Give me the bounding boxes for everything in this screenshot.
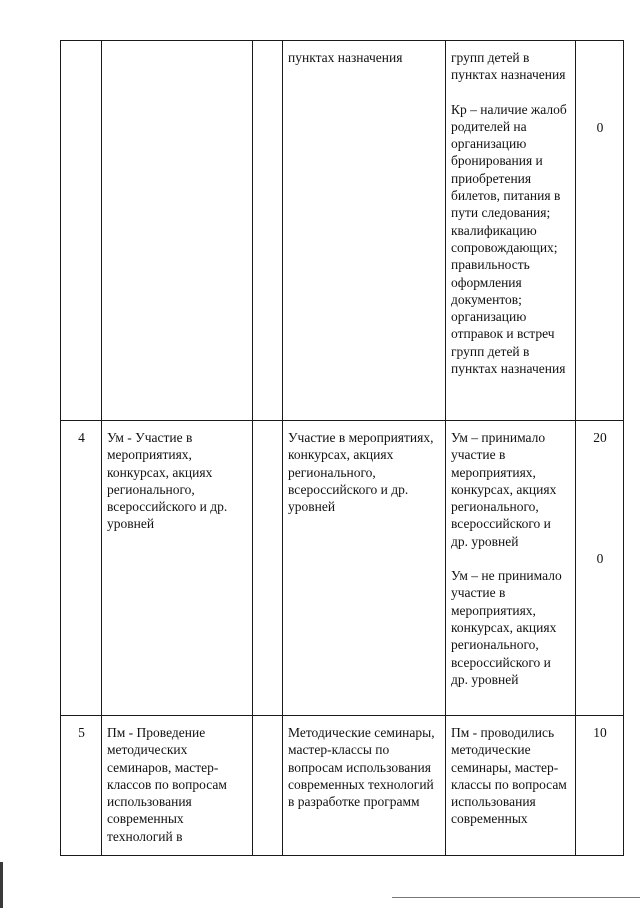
criteria-cell (446, 41, 576, 421)
scan-edge-mark (0, 862, 3, 908)
row-number: 4 (61, 421, 102, 716)
indicator-name: Ум - Участие в мероприятиях, конкурсах, акциях регионального, всероссийского и др. уровней (102, 421, 253, 716)
event-description: пунктах назначения (283, 41, 446, 421)
score-cell (576, 421, 624, 716)
event-description: Участие в мероприятиях, конкурсах, акциях регионального, всероссийского и др. уровней (283, 421, 446, 716)
score-cell (576, 716, 624, 856)
table-row (61, 421, 624, 716)
table-row (61, 716, 624, 856)
indicator-name (102, 41, 253, 421)
criteria-table (60, 40, 624, 856)
score-spacer (581, 49, 619, 119)
score-value: 10 (593, 725, 607, 740)
row-number: 5 (61, 716, 102, 856)
empty-cell (253, 421, 283, 716)
score-value: 0 (596, 120, 604, 135)
score-value: 0 (596, 551, 604, 566)
empty-cell (253, 41, 283, 421)
footer-rule (392, 897, 640, 898)
empty-cell (253, 716, 283, 856)
criterion-text: Пм - проводились методические семинары, мастер-классы по вопросам использования современных (451, 725, 567, 827)
event-description: Методические семинары, мастер-классы по вопросам использования современных технологий в разработке программ (283, 716, 446, 856)
criterion-text: Ум – не принимало участие в мероприятиях, конкурсах, акциях регионального, всероссийского и др. уровней (451, 568, 562, 687)
score-cell (576, 41, 624, 421)
criterion-text: групп детей в пунктах назначения (451, 50, 566, 83)
criterion-text: Кр – наличие жалоб родителей на организацию бронирования и приобретения билетов, питания в пути следования; квалификацию сопровождающих; правильность оформления документов; организацию отправок и встреч групп детей в пунктах назначения (451, 101, 567, 377)
score-value: 20 (593, 430, 607, 445)
indicator-name: Пм - Проведение методических семинаров, мастер-классов по вопросам использования современных технологий в (102, 716, 253, 856)
criterion-text: Ум – принимало участие в мероприятиях, конкурсах, акциях регионального, всероссийского и др. уровней (451, 430, 557, 549)
criteria-cell (446, 421, 576, 716)
table-row (61, 41, 624, 421)
criteria-cell (446, 716, 576, 856)
row-number (61, 41, 102, 421)
